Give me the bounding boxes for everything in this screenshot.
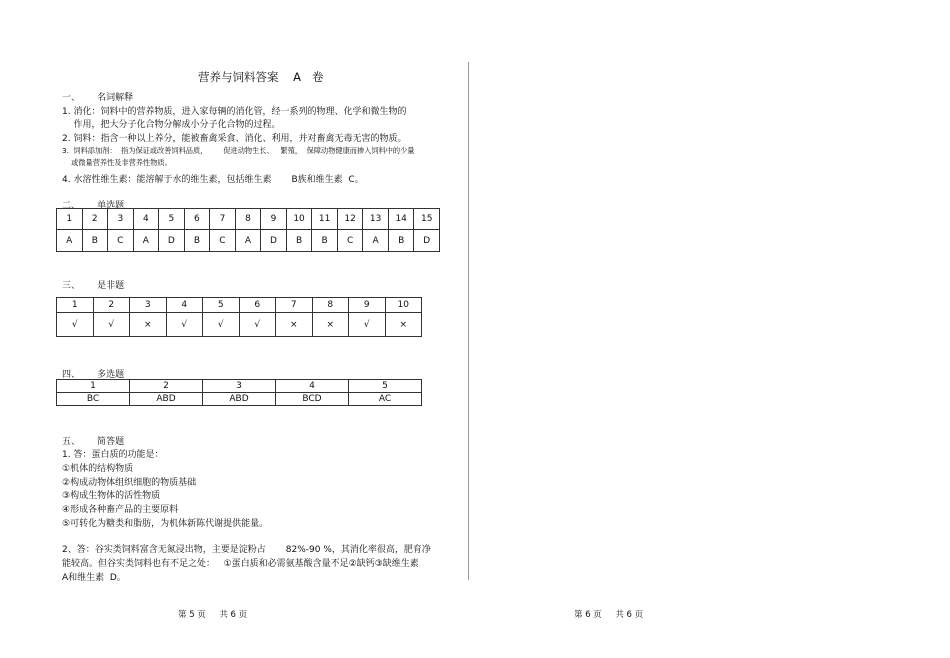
table-header-cell: 7 (276, 298, 313, 313)
table-header-cell: 3 (108, 209, 134, 230)
table-header-cell: 5 (159, 209, 185, 230)
table-answer-cell: D (159, 230, 185, 252)
table-answer-cell: × (276, 313, 313, 337)
multiple-choice-table (56, 379, 422, 406)
table-header-cell: 2 (82, 209, 108, 230)
table-answer-cell: B (82, 230, 108, 252)
answer-line: ④形成各种畜产品的主要原料 (62, 505, 179, 515)
answer-line: 2、答：谷实类饲料富含无氮浸出物，主要是淀粉占 82%-90 %，其消化率很高，肥育净 (62, 545, 431, 555)
table-header-cell: 1 (57, 380, 130, 393)
table-header-cell: 10 (286, 209, 312, 230)
table-header-cell: 2 (130, 380, 203, 393)
table-header-cell: 5 (203, 298, 240, 313)
definition-line: 或微量营养性及非营养性物质。 (62, 158, 172, 167)
table-answer-cell: √ (239, 313, 276, 337)
definition-line: 3. 饲料添加剂： 指为保证或改善饲料品质， 促进动物生长、 繁殖， 保障动物健康而掺入饲料中的少量 (62, 146, 415, 155)
answer-line: ②构成动物体组织细胞的物质基础 (62, 478, 197, 488)
table-header-cell: 4 (166, 298, 203, 313)
table-header-cell: 9 (349, 298, 386, 313)
table-answer-cell: √ (349, 313, 386, 337)
table-answer-cell: AC (349, 393, 422, 406)
left-page (0, 0, 470, 658)
table-answer-cell: √ (166, 313, 203, 337)
table-header-cell: 15 (414, 209, 440, 230)
table-answer-cell: × (385, 313, 422, 337)
answer-line: ③构成生物体的活性物质 (62, 491, 161, 501)
table-answer-cell: A (235, 230, 261, 252)
single-choice-table (56, 208, 440, 252)
table-header-cell: 8 (312, 298, 349, 313)
answer-line: 能较高。但谷实类饲料也有不足之处： ①蛋白质和必需氨基酸含量不足②缺钙③缺维生素 (62, 559, 419, 569)
table-header-cell: 1 (57, 298, 94, 313)
table-answer-cell: C (210, 230, 236, 252)
table-answer-cell: ABD (130, 393, 203, 406)
table-header-cell: 3 (130, 298, 167, 313)
table-header-cell: 13 (363, 209, 389, 230)
table-answer-cell: D (414, 230, 440, 252)
page-footer-left: 第 5 页 共 6 页 (178, 610, 248, 620)
answer-line: ⑤可转化为糖类和脂肪，为机体新陈代谢提供能量。 (62, 519, 269, 529)
answer-line: A和维生素 D。 (62, 573, 126, 583)
true-false-table (56, 297, 422, 337)
table-answer-cell: × (312, 313, 349, 337)
answer-line: 1. 答：蛋白质的功能是： (62, 450, 164, 460)
definition-line: 作用，把大分子化合物分解成小分子化合物的过程。 (62, 120, 281, 130)
table-answer-cell: √ (93, 313, 130, 337)
table-answer-cell: A (133, 230, 159, 252)
table-header-cell: 7 (210, 209, 236, 230)
table-answer-cell: BC (57, 393, 130, 406)
table-answer-cell: B (388, 230, 414, 252)
table-answer-cell: √ (203, 313, 240, 337)
definition-line: 2. 饲料：指含一种以上养分，能被畜禽采食、消化、利用，并对畜禽无毒无害的物质。 (62, 134, 407, 144)
table-answer-cell: D (261, 230, 287, 252)
table-header-cell: 14 (388, 209, 414, 230)
table-answer-cell: × (130, 313, 167, 337)
table-header-cell: 6 (184, 209, 210, 230)
table-header-cell: 5 (349, 380, 422, 393)
table-answer-cell: √ (57, 313, 94, 337)
table-header-cell: 4 (276, 380, 349, 393)
table-header-cell: 10 (385, 298, 422, 313)
table-answer-cell: A (363, 230, 389, 252)
definition-line: 1. 消化：饲料中的营养物质，进入家每辆的消化管，经一系列的物理、化学和微生物的 (62, 107, 407, 117)
page-title: 营养与饲料答案 A 卷 (198, 70, 324, 84)
definition-line: 4. 水溶性维生素：能溶解于水的维生素，包括维生素 B族和维生素 C。 (62, 175, 364, 185)
table-answer-cell: B (184, 230, 210, 252)
table-header-cell: 12 (337, 209, 363, 230)
table-header-cell: 1 (57, 209, 83, 230)
page-footer-right: 第 6 页 共 6 页 (574, 610, 644, 620)
table-answer-cell: A (57, 230, 83, 252)
table-header-cell: 4 (133, 209, 159, 230)
table-answer-cell: C (337, 230, 363, 252)
table-header-cell: 3 (203, 380, 276, 393)
table-answer-cell: B (312, 230, 338, 252)
table-header-cell: 11 (312, 209, 338, 230)
table-header-cell: 8 (235, 209, 261, 230)
right-page (470, 0, 950, 658)
section-heading-true-false: 三、 是非题 (62, 281, 125, 291)
table-answer-cell: ABD (203, 393, 276, 406)
section-heading-single-choice: 二、 单选题 (62, 201, 125, 211)
table-header-cell: 9 (261, 209, 287, 230)
table-answer-cell: C (108, 230, 134, 252)
section-heading-terms: 一、 名词解释 (62, 93, 134, 103)
table-header-cell: 2 (93, 298, 130, 313)
table-answer-cell: BCD (276, 393, 349, 406)
answer-line: ①机体的结构物质 (62, 464, 134, 474)
page-divider (468, 62, 469, 580)
section-heading-short-answer: 五、 简答题 (62, 437, 125, 447)
table-header-cell: 6 (239, 298, 276, 313)
table-answer-cell: B (286, 230, 312, 252)
section-heading-multiple-choice: 四、 多选题 (62, 370, 125, 380)
